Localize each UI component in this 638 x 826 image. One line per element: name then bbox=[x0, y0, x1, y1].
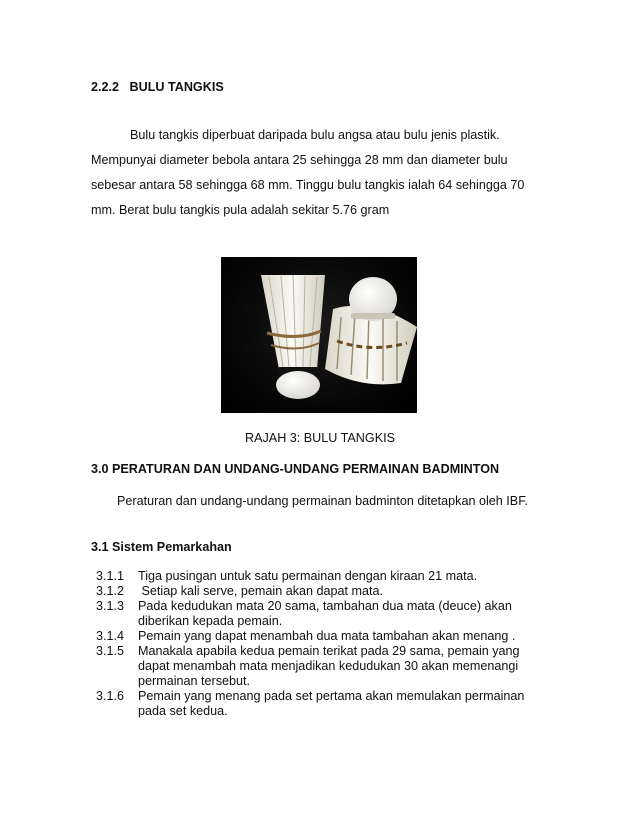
list-item-number: 3.1.2 bbox=[96, 584, 125, 598]
list-item-number: 3.1.3 bbox=[96, 599, 125, 613]
paragraph-line-2: Mempunyai diameter bebola antara 25 sehingga 28 mm dan diameter bulu bbox=[91, 153, 508, 167]
list-item-text: Pada kedudukan mata 20 sama, tambahan dua mata (deuce) akan bbox=[138, 599, 512, 613]
list-item-text: diberikan kepada pemain. bbox=[138, 614, 283, 628]
list-item-text: Pemain yang dapat menambah dua mata tambahan akan menang . bbox=[138, 629, 516, 643]
paragraph-line-1: Bulu tangkis diperbuat daripada bulu angsa atau bulu jenis plastik. bbox=[130, 128, 500, 142]
list-item-number: 3.1.5 bbox=[96, 644, 125, 658]
section-30-paragraph: Peraturan dan undang-undang permainan badminton ditetapkan oleh IBF. bbox=[117, 494, 528, 508]
list-item-text: pada set kedua. bbox=[138, 704, 228, 718]
section-heading-peraturan: 3.0 PERATURAN DAN UNDANG-UNDANG PERMAINAN BADMINTON bbox=[91, 462, 500, 476]
list-item-text: Manakala apabila kedua pemain terikat pada 29 sama, pemain yang bbox=[138, 644, 520, 658]
list-item-number: 3.1.1 bbox=[96, 569, 125, 583]
list-item-number: 3.1.4 bbox=[96, 629, 125, 643]
list-item-text: Tiga pusingan untuk satu permainan dengan kiraan 21 mata. bbox=[138, 569, 478, 583]
paragraph-line-3: sebesar antara 58 sehingga 68 mm. Tinggu bulu tangkis ialah 64 sehingga 70 bbox=[91, 178, 525, 192]
figure-caption: RAJAH 3: BULU TANGKIS bbox=[245, 431, 395, 445]
section-heading-bulu-tangkis: 2.2.2 BULU TANGKIS bbox=[91, 80, 224, 94]
section-heading-sistem-pemarkahan: 3.1 Sistem Pemarkahan bbox=[91, 540, 232, 554]
list-item-text: Pemain yang menang pada set pertama akan memulakan permainan bbox=[138, 689, 525, 703]
list-item-number: 3.1.6 bbox=[96, 689, 125, 703]
paragraph-line-4: mm. Berat bulu tangkis pula adalah sekitar 5.76 gram bbox=[91, 203, 390, 217]
shuttlecock-photo bbox=[221, 257, 417, 413]
list-item-text: Setiap kali serve, pemain akan dapat mata. bbox=[138, 584, 384, 598]
list-item-text: dapat menambah mata menjadikan kedudukan 30 akan memenangi bbox=[138, 659, 519, 673]
list-item-text: permainan tersebut. bbox=[138, 674, 251, 688]
